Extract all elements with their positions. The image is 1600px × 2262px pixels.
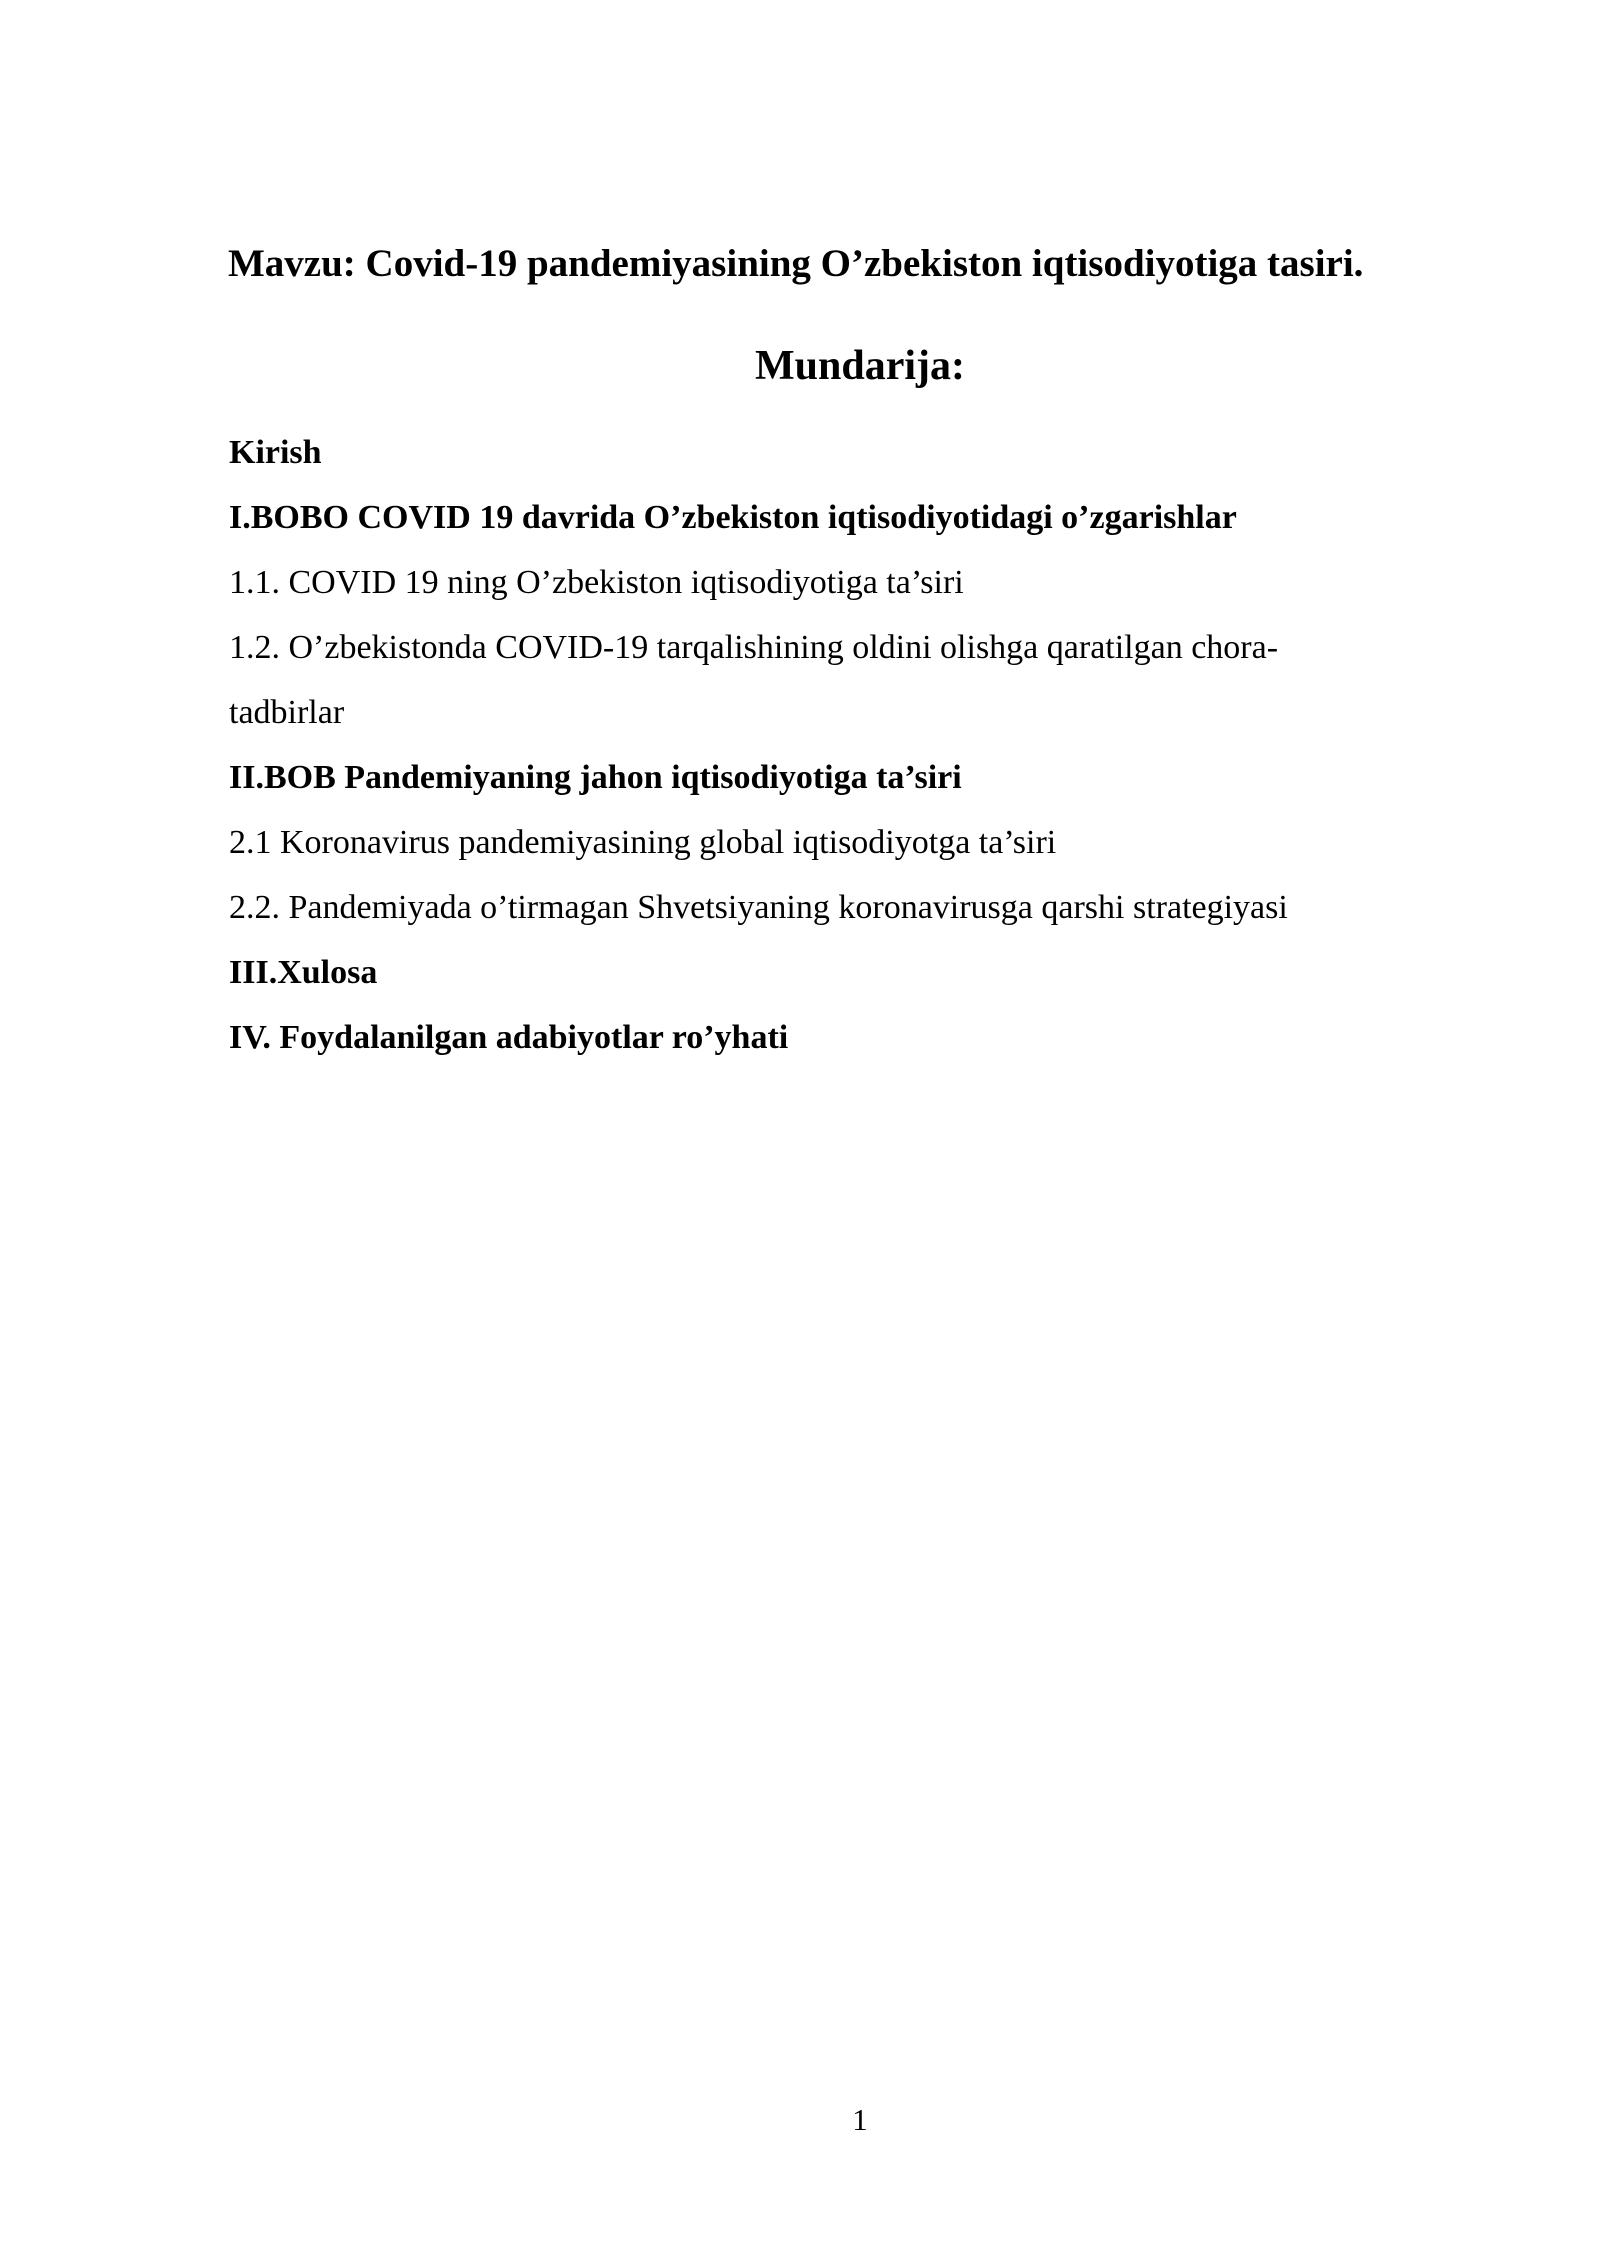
toc-item-introduction: Kirish xyxy=(229,434,322,471)
toc-item-chapter-1: I.BOBO COVID 19 davrida O’zbekiston iqtisodiyotidagi o’zgarishlar xyxy=(229,499,1237,536)
toc-item-section-1-2-continued: tadbirlar xyxy=(229,694,345,731)
table-of-contents xyxy=(229,420,1429,1070)
page-number: 1 xyxy=(852,2102,868,2137)
table-of-contents-heading: Mundarija: xyxy=(755,343,965,389)
toc-item-section-2-2: 2.2. Pandemiyada o’tirmagan Shvetsiyaning koronavirusga qarshi strategiyasi xyxy=(229,889,1288,926)
toc-item-conclusion: III.Xulosa xyxy=(229,954,378,991)
toc-item-chapter-2: II.BOB Pandemiyaning jahon iqtisodiyotiga ta’siri xyxy=(229,759,962,796)
toc-item-section-1-1: 1.1. COVID 19 ning O’zbekiston iqtisodiyotiga ta’siri xyxy=(229,564,964,601)
toc-item-references: IV. Foydalanilgan adabiyotlar ro’yhati xyxy=(229,1019,789,1056)
toc-item-section-1-2: 1.2. O’zbekistonda COVID-19 tarqalishining oldini olishga qaratilgan chora- xyxy=(229,629,1279,666)
toc-item-section-2-1: 2.1 Koronavirus pandemiyasining global iqtisodiyotga ta’siri xyxy=(229,824,1057,861)
topic-title: Mavzu: Covid-19 pandemiyasining O’zbekiston iqtisodiyotiga tasiri. xyxy=(228,242,1364,285)
